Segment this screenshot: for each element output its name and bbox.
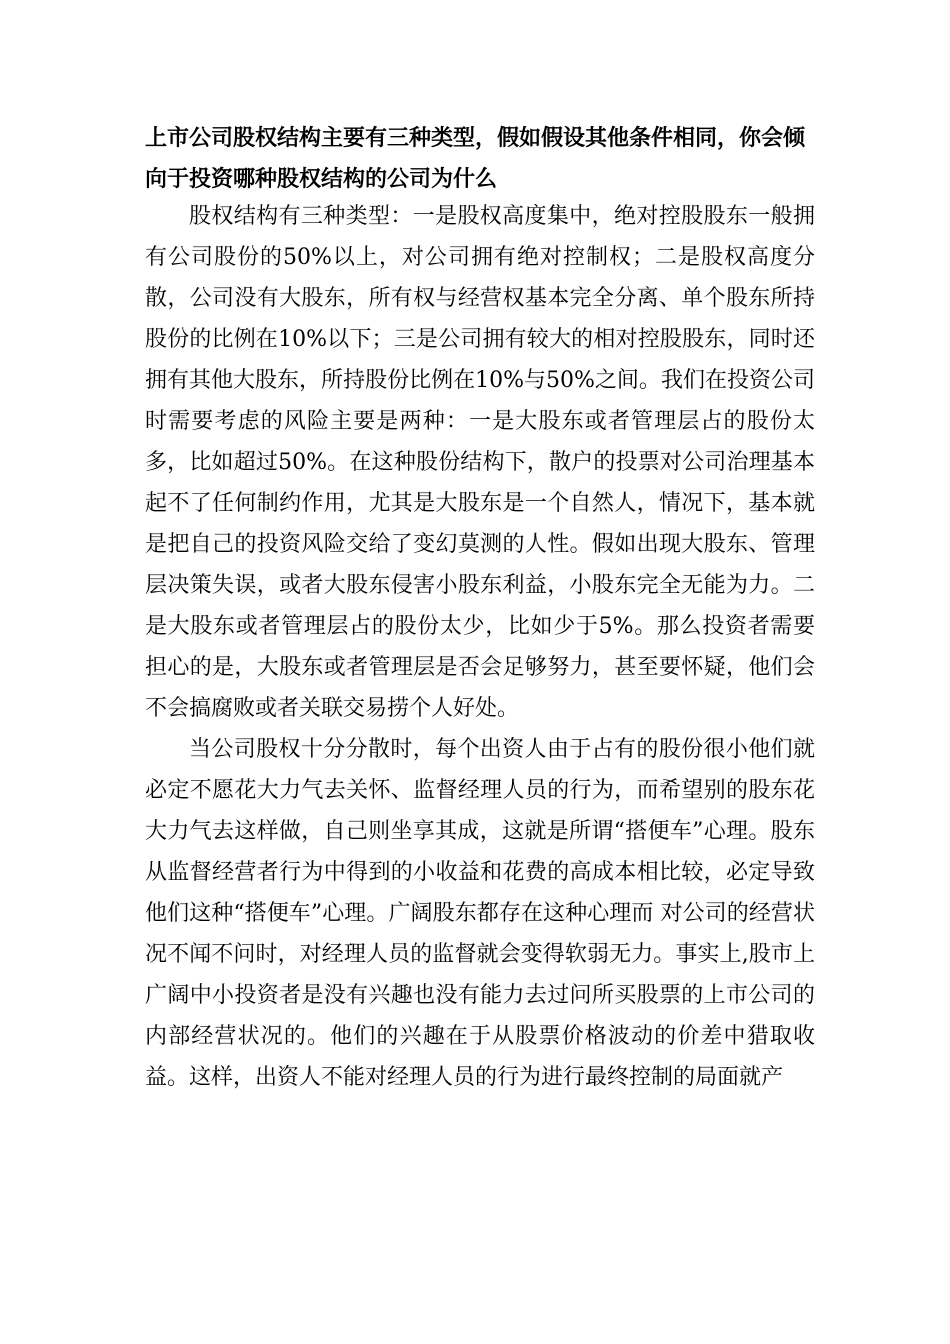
document-title: 上市公司股权结构主要有三种类型，假如假设其他条件相同，你会倾向于投资哪种股权结构的公司为什么 <box>145 126 806 192</box>
document-body <box>145 196 815 1098</box>
paragraph-free-rider: 当公司股权十分分散时，每个出资人由于占有的股份很小他们就必定不愿花大力气去关怀、监督经理人员的行为，而希望别的股东花大力气去这样做，自己则坐享其成，这就是所谓“搭便车”心理。股东从监督经营者行为中得到的小收益和花费的高成本相比较，必定导致他们这种“搭便车”心理。广阔股东都存在这种心理而 对公司的经营状况不闻不问时，对经理人员的监督就会变得软弱无力。事实上,股市上广阔中小投资者是没有兴趣也没有能力去过问所买股票的上市公司的内部经营状况的。他们的兴趣在于从股票价格波动的价差中猎取收益。这样，出资人不能对经理人员的行为进行最终控制的局面就产 <box>145 737 815 1090</box>
paragraph-ownership-types: 股权结构有三种类型：一是股权高度集中，绝对控股股东一般拥有公司股份的50%以上，对公司拥有绝对控制权；二是股权高度分散，公司没有大股东，所有权与经营权基本完全分离、单个股东所持股份的比例在10%以下；三是公司拥有较大的相对控股股东，同时还拥有其他大股东，所持股份比例在10%与50%之间。我们在投资公司时需要考虑的风险主要是两种：一是大股东或者管理层占的股份太多，比如超过50%。在这种股份结构下，散户的投票对公司治理基本起不了任何制约作用，尤其是大股东是一个自然人，情况下，基本就是把自己的投资风险交给了变幻莫测的人性。假如出现大股东、管理层决策失误，或者大股东侵害小股东利益，小股东完全无能为力。二是大股东或者管理层占的股份太少，比如少于5%。那么投资者需要担心的是，大股东或者管理层是否会足够努力，甚至要怀疑，他们会不会搞腐败或者关联交易捞个人好处。 <box>145 204 815 721</box>
